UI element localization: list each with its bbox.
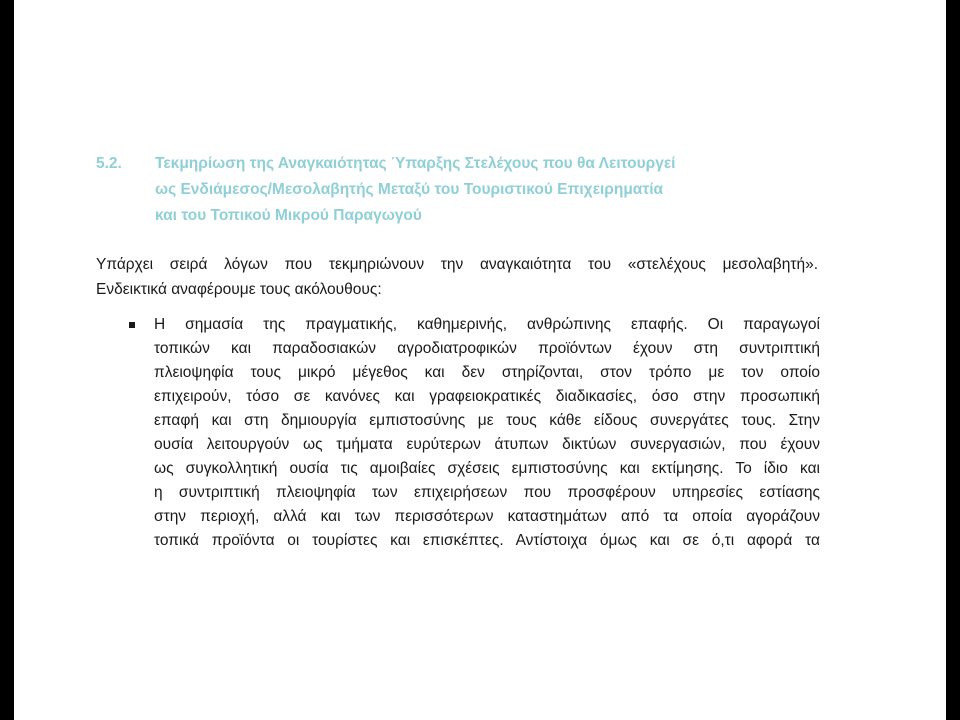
document-page — [14, 0, 946, 720]
intro-paragraph — [96, 252, 818, 302]
bullet-paragraph — [154, 313, 820, 553]
paragraph-line: πλειοψηφία τους μικρό μέγεθος και δεν στηρίζονται, στον τρόπο με τον οποίο — [154, 364, 820, 381]
paragraph-line: επιχειρούν, τόσο σε κανόνες και γραφειοκρατικές διαδικασίες, όσο στην προσωπική — [154, 388, 820, 405]
paragraph-line: επαφή και στη δημιουργία εμπιστοσύνης με τους κάθε είδους συνεργάτες τους. Στην — [154, 412, 820, 429]
square-bullet-icon — [129, 322, 135, 328]
paragraph-line: τοπικών και παραδοσιακών αγροδιατροφικών προϊόντων έχουν στη συντριπτική — [154, 340, 820, 357]
section-number: 5.2. — [96, 155, 122, 172]
paragraph-line: η συντριπτική πλειοψηφία των επιχειρήσεων που προσφέρουν υπηρεσίες εστίασης — [154, 484, 820, 501]
paragraph-line: στην περιοχή, αλλά και των περισσότερων καταστημάτων από τα οποία αγοράζουν — [154, 508, 820, 525]
section-title — [155, 151, 835, 229]
paragraph-line: τοπικά προϊόντα οι τουρίστες και επισκέπτες. Αντίστοιχα όμως και σε ό,τι αφορά τα — [154, 532, 820, 549]
section-title-line: και του Τοπικού Μικρού Παραγωγού — [155, 207, 422, 224]
paragraph-line: Η σημασία της πραγματικής, καθημερινής, ανθρώπινης επαφής. Οι παραγωγοί — [154, 316, 820, 333]
paragraph-line: Υπάρχει σειρά λόγων που τεκμηριώνουν την αναγκαιότητα του «στελέχους μεσολαβητή». — [96, 256, 818, 273]
paragraph-line: ουσία λειτουργούν ως τμήματα ευρύτερων άτυπων δικτύων συνεργασιών, που έχουν — [154, 436, 820, 453]
section-title-line: ως Ενδιάμεσος/Μεσολαβητής Μεταξύ του Τουριστικού Επιχειρηματία — [155, 181, 664, 198]
section-title-line: Τεκμηρίωση της Αναγκαιότητας Ύπαρξης Στελέχους που θα Λειτουργεί — [155, 155, 676, 172]
paragraph-line: ως συγκολλητική ουσία τις αμοιβαίες σχέσεις εμπιστοσύνης και εκτίμησης. Το ίδιο και — [154, 460, 820, 477]
paragraph-line: Ενδεικτικά αναφέρουμε τους ακόλουθους: — [96, 281, 382, 298]
